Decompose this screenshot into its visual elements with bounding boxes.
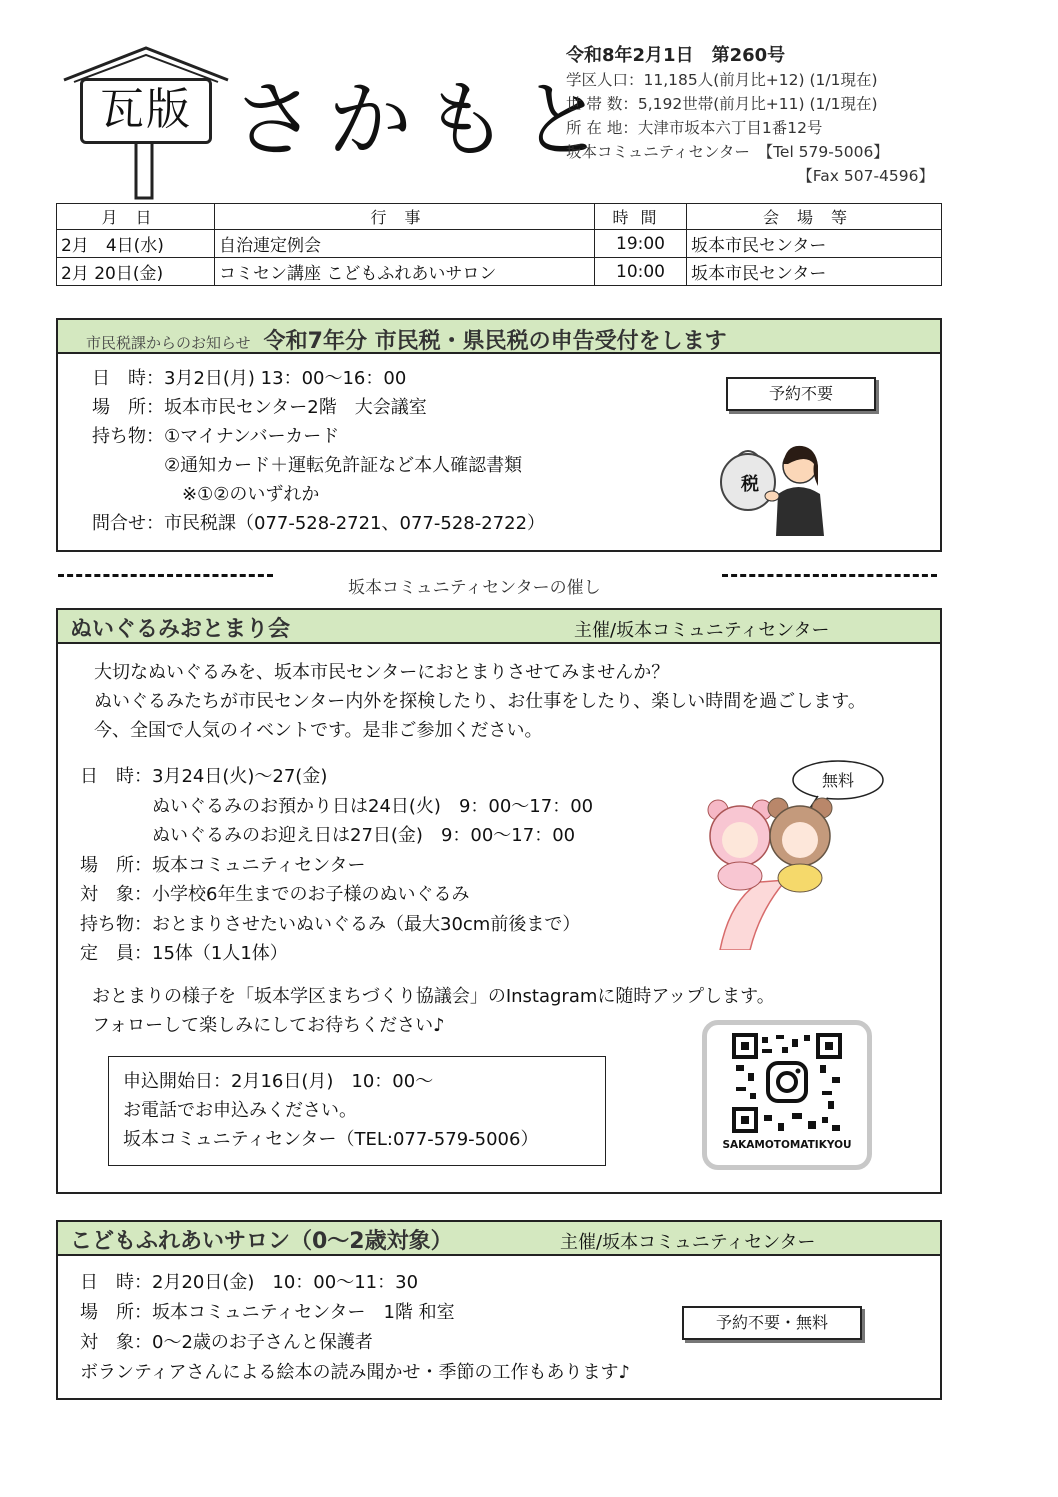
tax-detail-line: ※①②のいずれか: [92, 484, 320, 505]
households-line: 世 帯 数：5,192世帯(前月比+11) (1/1現在): [566, 95, 878, 113]
plush-event-header: [58, 610, 940, 644]
events-section-label: 坂本コミュニティセンターの催し: [348, 578, 601, 598]
tax-notice-details: [92, 364, 692, 538]
tax-detail-line: 問合せ：市民税課（077-528-2721、077-528-2722）: [92, 513, 546, 534]
plush-intro: [94, 658, 866, 745]
plush-intro-line: 今、全国で人気のイベントです。是非ご参加ください。: [94, 720, 543, 741]
no-reservation-badge: 予約不要: [726, 377, 876, 411]
plush-details: [80, 762, 680, 969]
plush-event-title: ぬいぐるみおとまり会: [70, 617, 291, 642]
salon-detail-line: 日 時：2月20日(金) 10：00～11：30: [80, 1272, 419, 1293]
center-contact-line: 坂本コミュニティセンター 【Tel 579-5006】: [566, 143, 889, 161]
application-box: [108, 1056, 606, 1166]
schedule-header-row: [57, 204, 942, 230]
instagram-qr-card[interactable]: [702, 1020, 872, 1170]
divider-left: [58, 574, 273, 577]
plush-detail-line: 場 所：坂本コミュニティセンター: [80, 854, 366, 876]
tax-bag-label: 税: [741, 474, 759, 495]
tax-notice-small-title: 市民税課からのお知らせ: [86, 334, 251, 352]
salon-event-header: [58, 1222, 940, 1256]
qr-code-icon: [732, 1033, 842, 1133]
masthead-info: [566, 44, 946, 188]
cell-place: 坂本市民センター: [687, 258, 942, 286]
tax-person-icon: [716, 424, 846, 536]
salon-detail-line: 対 象：0～2歳のお子さんと保護者: [80, 1332, 373, 1353]
salon-detail-line: ボランティアさんによる絵本の読み聞かせ・季節の工作もあります♪: [80, 1362, 631, 1383]
tax-notice-box: [56, 318, 942, 552]
plush-detail-line: 定 員：15体（1人1体）: [80, 943, 288, 964]
tax-detail-line: 持ち物：①マイナンバーカード: [92, 426, 340, 447]
plush-intro-line: ぬいぐるみたちが市民センター内外を探検したり、お仕事をしたり、楽しい時間を過ごします。: [94, 691, 866, 712]
salon-detail-line: 場 所：坂本コミュニティセンター 1階 和室: [80, 1302, 455, 1323]
instagram-note-line: おとまりの様子を「坂本学区まちづくり協議会」のInstagramに随時アップします。: [92, 986, 775, 1007]
instagram-note-line: フォローして楽しみにしてお待ちください♪: [92, 1015, 445, 1036]
cell-time: 19:00: [595, 230, 687, 258]
plush-event-box: [56, 608, 942, 1194]
cell-date: 2月 4日(水): [57, 230, 215, 258]
fax-line: 【Fax 507-4596】: [797, 167, 934, 185]
tax-notice-header: [58, 320, 940, 354]
salon-event-host: 主催/坂本コミュニティセンター: [560, 1232, 816, 1253]
newsletter-title: さかもと: [232, 71, 617, 169]
plush-intro-line: 大切なぬいぐるみを、坂本市民センターにおとまりさせてみませんか？: [94, 662, 670, 683]
salon-details: [80, 1268, 630, 1388]
schedule-table: [56, 203, 942, 286]
masthead-sign: 瓦版: [80, 78, 212, 144]
col-header-place: 会場等: [687, 204, 942, 230]
plush-toys-icon: [690, 790, 860, 950]
free-label: 無料: [821, 771, 854, 790]
tax-detail-line: 場 所：坂本市民センター2階 大会議室: [92, 397, 427, 418]
tax-detail-line: 日 時：3月2日(月) 13：00～16：00: [92, 368, 407, 389]
address-line: 所 在 地：大津市坂本六丁目1番12号: [566, 119, 823, 137]
table-row: [57, 258, 942, 286]
tax-detail-line: ②通知カード＋運転免許証など本人確認書類: [92, 455, 523, 476]
application-line: 申込開始日：2月16日(月) 10：00～: [123, 1071, 434, 1092]
plush-detail-line: 日 時：3月24日(火)～27(金): [80, 766, 328, 787]
cell-event: コミセン講座 こどもふれあいサロン: [215, 258, 595, 286]
cell-place: 坂本市民センター: [687, 230, 942, 258]
application-line: 坂本コミュニティセンター（TEL:077-579-5006）: [123, 1129, 539, 1150]
col-header-event: 行事: [215, 204, 595, 230]
plush-detail-line: ぬいぐるみのお預かり日は24日(火) 9：00～17：00: [80, 795, 594, 817]
issue-line: 令和8年2月1日 第260号: [566, 45, 786, 66]
free-no-reservation-badge: 予約不要・無料: [682, 1306, 862, 1340]
tax-notice-title: 令和7年分 市民税・県民税の申告受付をします: [263, 329, 727, 354]
salon-event-box: [56, 1220, 942, 1400]
divider-right: [722, 574, 937, 577]
population-line: 学区人口：11,185人(前月比+12) (1/1現在): [566, 71, 878, 89]
plush-detail-line: 対 象：小学校6年生までのお子様のぬいぐるみ: [80, 884, 470, 905]
cell-time: 10:00: [595, 258, 687, 286]
plush-detail-line: 持ち物：おとまりさせたいぬいぐるみ（最大30cm前後まで）: [80, 913, 581, 935]
plush-event-host: 主催/坂本コミュニティセンター: [574, 620, 830, 641]
col-header-date: 月日: [57, 204, 215, 230]
qr-caption: SAKAMOTOMATIKYOU: [722, 1139, 852, 1151]
table-row: [57, 230, 942, 258]
instagram-note: [92, 982, 775, 1040]
application-line: お電話でお申込みください。: [123, 1100, 357, 1121]
cell-date: 2月 20日(金): [57, 258, 215, 286]
plush-detail-line: ぬいぐるみのお迎え日は27日(金) 9：00～17：00: [80, 825, 576, 846]
salon-event-title: こどもふれあいサロン（0～2歳対象）: [70, 1229, 453, 1254]
cell-event: 自治連定例会: [215, 230, 595, 258]
col-header-time: 時間: [595, 204, 687, 230]
